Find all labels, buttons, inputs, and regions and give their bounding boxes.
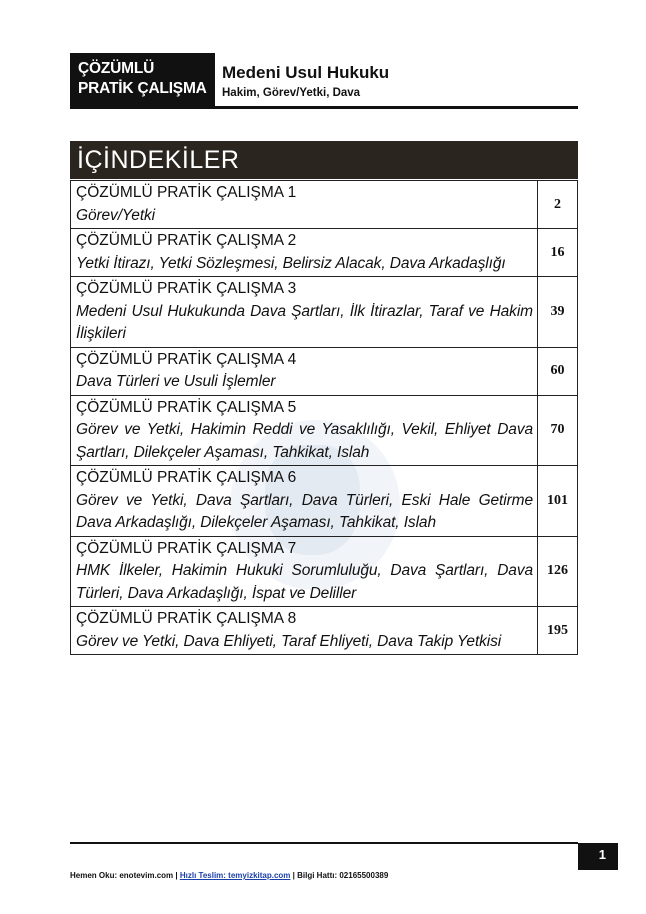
footer-delivery-link[interactable]: Hızlı Teslim: temyizkitap.com bbox=[179, 871, 291, 880]
toc-entry[interactable] bbox=[71, 395, 578, 466]
toc-entry-heading: ÇÖZÜMLÜ PRATİK ÇALIŞMA 2 bbox=[76, 232, 297, 249]
toc-entry[interactable] bbox=[71, 347, 578, 395]
footer-separator: | bbox=[292, 871, 295, 880]
toc-entry-heading: ÇÖZÜMLÜ PRATİK ÇALIŞMA 4 bbox=[76, 350, 297, 368]
toc-entry-subtitle: Görev ve Yetki, Hakimin Reddi ve Yasaklılığı, Vekil, Ehliyet Dava Şartları, Dilekçeler Aşaması, Tahkikat, Islah bbox=[76, 421, 533, 461]
toc-entry[interactable] bbox=[71, 229, 578, 277]
toc-entry-subtitle: Yetki İtirazı, Yetki Sözleşmesi, Belirsiz Alacak, Dava Arkadaşlığı bbox=[76, 254, 506, 272]
toc-entry-text bbox=[71, 181, 538, 229]
toc-entry-heading: ÇÖZÜMLÜ PRATİK ÇALIŞMA 5 bbox=[76, 398, 297, 416]
toc-entry[interactable] bbox=[71, 607, 578, 655]
toc-entry[interactable] bbox=[71, 277, 578, 348]
toc-entry-heading: ÇÖZÜMLÜ PRATİK ÇALIŞMA 3 bbox=[76, 280, 297, 297]
footer-hotline: Bilgi Hattı: 02165500389 bbox=[297, 871, 389, 880]
toc-entry-subtitle: Görev ve Yetki, Dava Ehliyeti, Taraf Ehliyeti, Dava Takip Yetkisi bbox=[76, 632, 502, 650]
toc-entry-heading: ÇÖZÜMLÜ PRATİK ÇALIŞMA 6 bbox=[76, 469, 297, 486]
toc-entry[interactable] bbox=[71, 536, 578, 607]
toc-entry-page: 195 bbox=[538, 607, 578, 655]
toc-entry-page: 16 bbox=[538, 229, 578, 277]
toc-entry-page: 126 bbox=[538, 536, 578, 607]
toc-entry[interactable] bbox=[71, 466, 578, 537]
toc-entry-heading: ÇÖZÜMLÜ PRATİK ÇALIŞMA 7 bbox=[76, 539, 297, 557]
toc-entry-page: 60 bbox=[538, 347, 578, 395]
toc-entry-text bbox=[71, 536, 538, 607]
page-number: 1 bbox=[578, 843, 618, 870]
toc-entry-page: 2 bbox=[538, 181, 578, 229]
toc-entry-text bbox=[71, 277, 538, 348]
series-badge bbox=[70, 53, 215, 106]
toc-table bbox=[70, 180, 578, 655]
toc-entry-heading: ÇÖZÜMLÜ PRATİK ÇALIŞMA 1 bbox=[76, 184, 297, 201]
series-badge-line2: PRATİK ÇALIŞMA bbox=[78, 80, 207, 97]
toc-entry-subtitle: Dava Türleri ve Usuli İşlemler bbox=[76, 373, 276, 390]
footer-separator: | bbox=[175, 871, 178, 880]
toc-entry-page: 70 bbox=[538, 395, 578, 466]
toc-entry-heading: ÇÖZÜMLÜ PRATİK ÇALIŞMA 8 bbox=[76, 610, 297, 627]
book-subtitle: Hakim, Görev/Yetki, Dava bbox=[222, 87, 361, 99]
toc-entry-text bbox=[71, 466, 538, 537]
footer-rule bbox=[70, 842, 578, 844]
toc-entry-subtitle: Görev ve Yetki, Dava Şartları, Dava Türleri, Eski Hale Getirme Dava Arkadaşlığı, Dilekçeler Aşaması, Tahkikat, Islah bbox=[76, 491, 533, 531]
toc-entry[interactable] bbox=[71, 181, 578, 229]
header-rule bbox=[70, 106, 578, 109]
toc-entry-page: 101 bbox=[538, 466, 578, 537]
toc-entry-text bbox=[71, 347, 538, 395]
toc-heading: İÇİNDEKİLER bbox=[70, 141, 578, 179]
toc-entry-text bbox=[71, 229, 538, 277]
toc-entry-text bbox=[71, 395, 538, 466]
toc-entry-subtitle: HMK İlkeler, Hakimin Hukuki Sorumluluğu, Dava Şartları, Dava Türleri, Dava Arkadaşlığı, İspat ve Deliller bbox=[76, 562, 533, 602]
toc-entry-text bbox=[71, 607, 538, 655]
footer-website: Hemen Oku: enotevim.com bbox=[70, 871, 174, 880]
toc-entry-subtitle: Medeni Usul Hukukunda Dava Şartları, İlk İtirazlar, Taraf ve Hakim İlişkileri bbox=[76, 302, 533, 342]
toc-entry-page: 39 bbox=[538, 277, 578, 348]
series-badge-line1: ÇÖZÜMLÜ bbox=[78, 60, 155, 77]
toc-entry-subtitle: Görev/Yetki bbox=[76, 206, 156, 224]
book-title: Medeni Usul Hukuku bbox=[222, 63, 390, 82]
footer-info bbox=[70, 871, 388, 880]
